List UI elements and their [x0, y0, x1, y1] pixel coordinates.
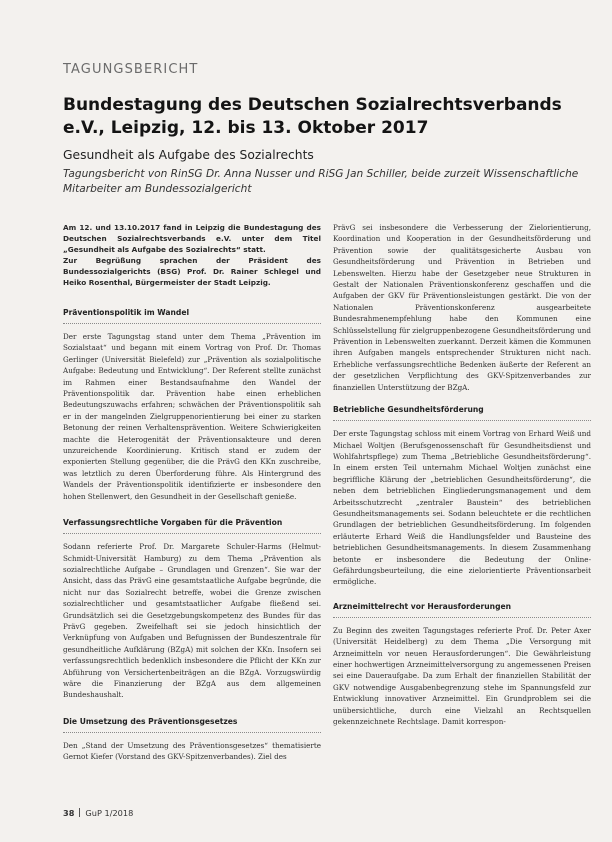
- section-heading-praeventionspolitik: Präventionspolitik im Wandel: [63, 308, 190, 317]
- article-title: Bundestagung des Deutschen Sozialrechtsverbands e.V., Leipzig, 12. bis 13. Oktober 2017: [63, 95, 562, 138]
- section-kicker: TAGUNGSBERICHT: [63, 62, 199, 77]
- section-text-umsetzung: Den „Stand der Umsetzung des Präventionsgesetzes“ thematisierte Gernot Kiefer (Vorstand des GKV-Spitzenverbandes). Ziel des: [63, 740, 321, 762]
- lead-paragraph-2: Zur Begrüßung sprachen der Präsident des Bundessozialgerichts (BSG) Prof. Dr. Rainer Schlegel und Heiko Rosenthal, Bürgermeister der Stadt Leipzig.: [63, 256, 321, 287]
- section-heading-umsetzung: Die Umsetzung des Präventionsgesetzes: [63, 716, 238, 726]
- continued-text-umsetzung: PrävG sei insbesondere die Verbesserung der Zielorientierung, Koordination und Kooperation in der Gesundheitsförderung und Prävention sowie der qualitätsgesicherte Ausbau von Gesundheitsförderung und Prävention in Betrieben und Lebenswelten. Hierzu habe der Gesetzgeber neue Strukturen in Gestalt der Nationalen Präventionskonferenz geschaffen und die Aufgaben der GKV für Präventionsleistungen gestärkt. Die von der Nationalen Präventionskonferenz ausgearbeitete Bundesrahmenempfehlung habe den Kommunen eine Schlüsselstellung für zielgruppenbezogene Gesundheitsförderung und Prävention in Lebenswelten zuerkannt. Derzeit kämen die Kommunen ihren Aufgaben mangels entsprechender Strukturen nicht nach. Erhebliche verfassungsrechtliche Bedenken äußerte der Referent an der gesetzlichen Verpflichtung des GKV-Spitzenverbandes zur finanziellen Unterstützung der BZgA.: [333, 223, 591, 392]
- page-footer: [63, 808, 133, 818]
- page-number: 38: [63, 808, 75, 818]
- article-byline: Tagungsbericht von RinSG Dr. Anna Nusser und RiSG Jan Schiller, beide zurzeit Wissenschaftliche Mitarbeiter am Bundessozialgericht: [63, 168, 579, 195]
- article-subtitle: Gesundheit als Aufgabe des Sozialrechts: [63, 148, 314, 162]
- section-text-verfassungsrecht: Sodann referierte Prof. Dr. Margarete Schuler-Harms (Helmut-Schmidt-Universität Hamburg) zu dem Thema „Prävention als sozialrechtliche Aufgabe – Grundlagen und Grenzen“. Sie war der Ansicht, dass das PrävG eine gesamtstaatliche Aufgabe begründe, die nicht nur das Sozialrecht betreffe, wobei die Grenze zwischen sozialrechtlicher und gesamtstaatlicher Aufgabe fließend sei. Grundsätzlich sei die Gesetzgebungskompetenz des Bundes für das PrävG gegeben. Zweifelhaft sei sie jedoch hinsichtlich der Verknüpfung von Aufgaben und Befugnissen der Bundeszentrale für gesundheitliche Aufklärung (BZgA) mit solchen der KKn. Insofern sei verfassungsrechtlich bedenklich insbesondere die Pflicht der KKn zur Abführung von Versichertenbeiträgen an die BZgA. Vorzugswürdig wäre die Finanzierung der BZgA aus dem allgemeinen Bundeshaushalt.: [63, 542, 321, 700]
- section-divider: [63, 533, 321, 534]
- section-heading-verfassungsrecht: Verfassungsrechtliche Vorgaben für die Prävention: [63, 518, 283, 528]
- lead-paragraph-1: Am 12. und 13.10.2017 fand in Leipzig die Bundestagung des Deutschen Sozialrechtsverbands e.V. unter dem Titel „Gesundheit als Aufgabe des Sozialrechts“ statt.: [63, 223, 321, 254]
- left-column: [63, 222, 321, 763]
- section-heading-betriebliche-gesundheit: Betriebliche Gesundheitsförderung: [333, 405, 484, 415]
- footer-separator: [79, 808, 80, 817]
- section-heading-arzneimittelrecht: Arzneimittelrecht vor Herausforderungen: [333, 601, 512, 611]
- section-text-betriebliche-gesundheit: Der erste Tagungstag schloss mit einem Vortrag von Erhard Weiß und Michael Woltjen (Berufsgenossenschaft für Gesundheitsdienst und Wohlfahrtspflege) zum Thema „Betriebliche Gesundheitsförderung“. In einem ersten Teil unternahm Michael Woltjen zunächst eine begriffliche Klärung der „betrieblichen Gesundheitsförderung“, die neben dem betrieblichen Eingliederungsmanagement und dem Arbeitsschutzrecht „zentraler Baustein“ des betrieblichen Gesundheitsmanagements sei. Sodann beleuchtete er die rechtlichen Grundlagen der betrieblichen Gesundheitsförderung. Im folgenden erläuterte Erhard Weiß die Handlungsfelder und Bausteine des betrieblichen Gesundheitsmanagements. In diesem Zusammenhang betonte er insbesondere die Bedeutung der Online-Gefährdungsbeurteilung, die eine zielorientierte Präventionsarbeit ermögliche.: [333, 429, 591, 587]
- section-text-arzneimittelrecht: Zu Beginn des zweiten Tagungstages referierte Prof. Dr. Peter Axer (Universität Heidelberg) zu dem Thema „Die Versorgung mit Arzneimitteln vor neuen Herausforderungen“. Die Gewährleistung einer hochwertigen Arzneimittelversorgung zu angemessenen Preisen sei eine Daueraufgabe. Da zum Erhalt der finanziellen Stabilität der GKV notwendige Ausgabenbegrenzung stehe im Spannungsfeld zur Entwicklung innovativer Arzneimittel. Ein Grundproblem sei die unübersichtliche, durch eine Vielzahl an Rechtsquellen gekennzeichnete Rechtslage. Damit korrespon-: [333, 625, 591, 727]
- right-column: [333, 222, 591, 727]
- section-text-praeventionspolitik: Der erste Tagungstag stand unter dem Thema „Prävention im Sozialstaat“ und begann mit einem Vortrag von Prof. Dr. Thomas Gerlinger (Universität Bielefeld) zur „Prävention als sozialpolitische Aufgabe: Bedeutung und Entwicklung“. Der Referent stellte zunächst im Rahmen einer Bestandsaufnahme den Wandel der Präventionspolitik dar. Prävention habe einen erheblichen Bedeutungszuwachs erfahren; schwächen der Präventionspolitik sah er in der mangelnden Zielgruppenorientierung bei einer zu starken Betonung der reinen Verhaltensprävention. Weitere Schwierigkeiten machte die Heterogenität der Präventionsakteure und deren unzureichende Koordinierung. Kritisch stand er zudem der exponierten Stellung gegenüber, die die PrävG den KKn zuschreibe, was letztlich zu deren Überforderung führe. Als Hintergrund des Wandels der Präventionspolitik identifizierte er insbesondere den hohen Stellenwert, den Gesundheit in der Gesellschaft genieße.: [63, 332, 321, 501]
- section-divider: [63, 323, 321, 324]
- section-divider: [333, 420, 591, 421]
- section-divider: [63, 732, 321, 733]
- journal-issue: GuP 1/2018: [85, 808, 134, 818]
- section-divider: [333, 617, 591, 618]
